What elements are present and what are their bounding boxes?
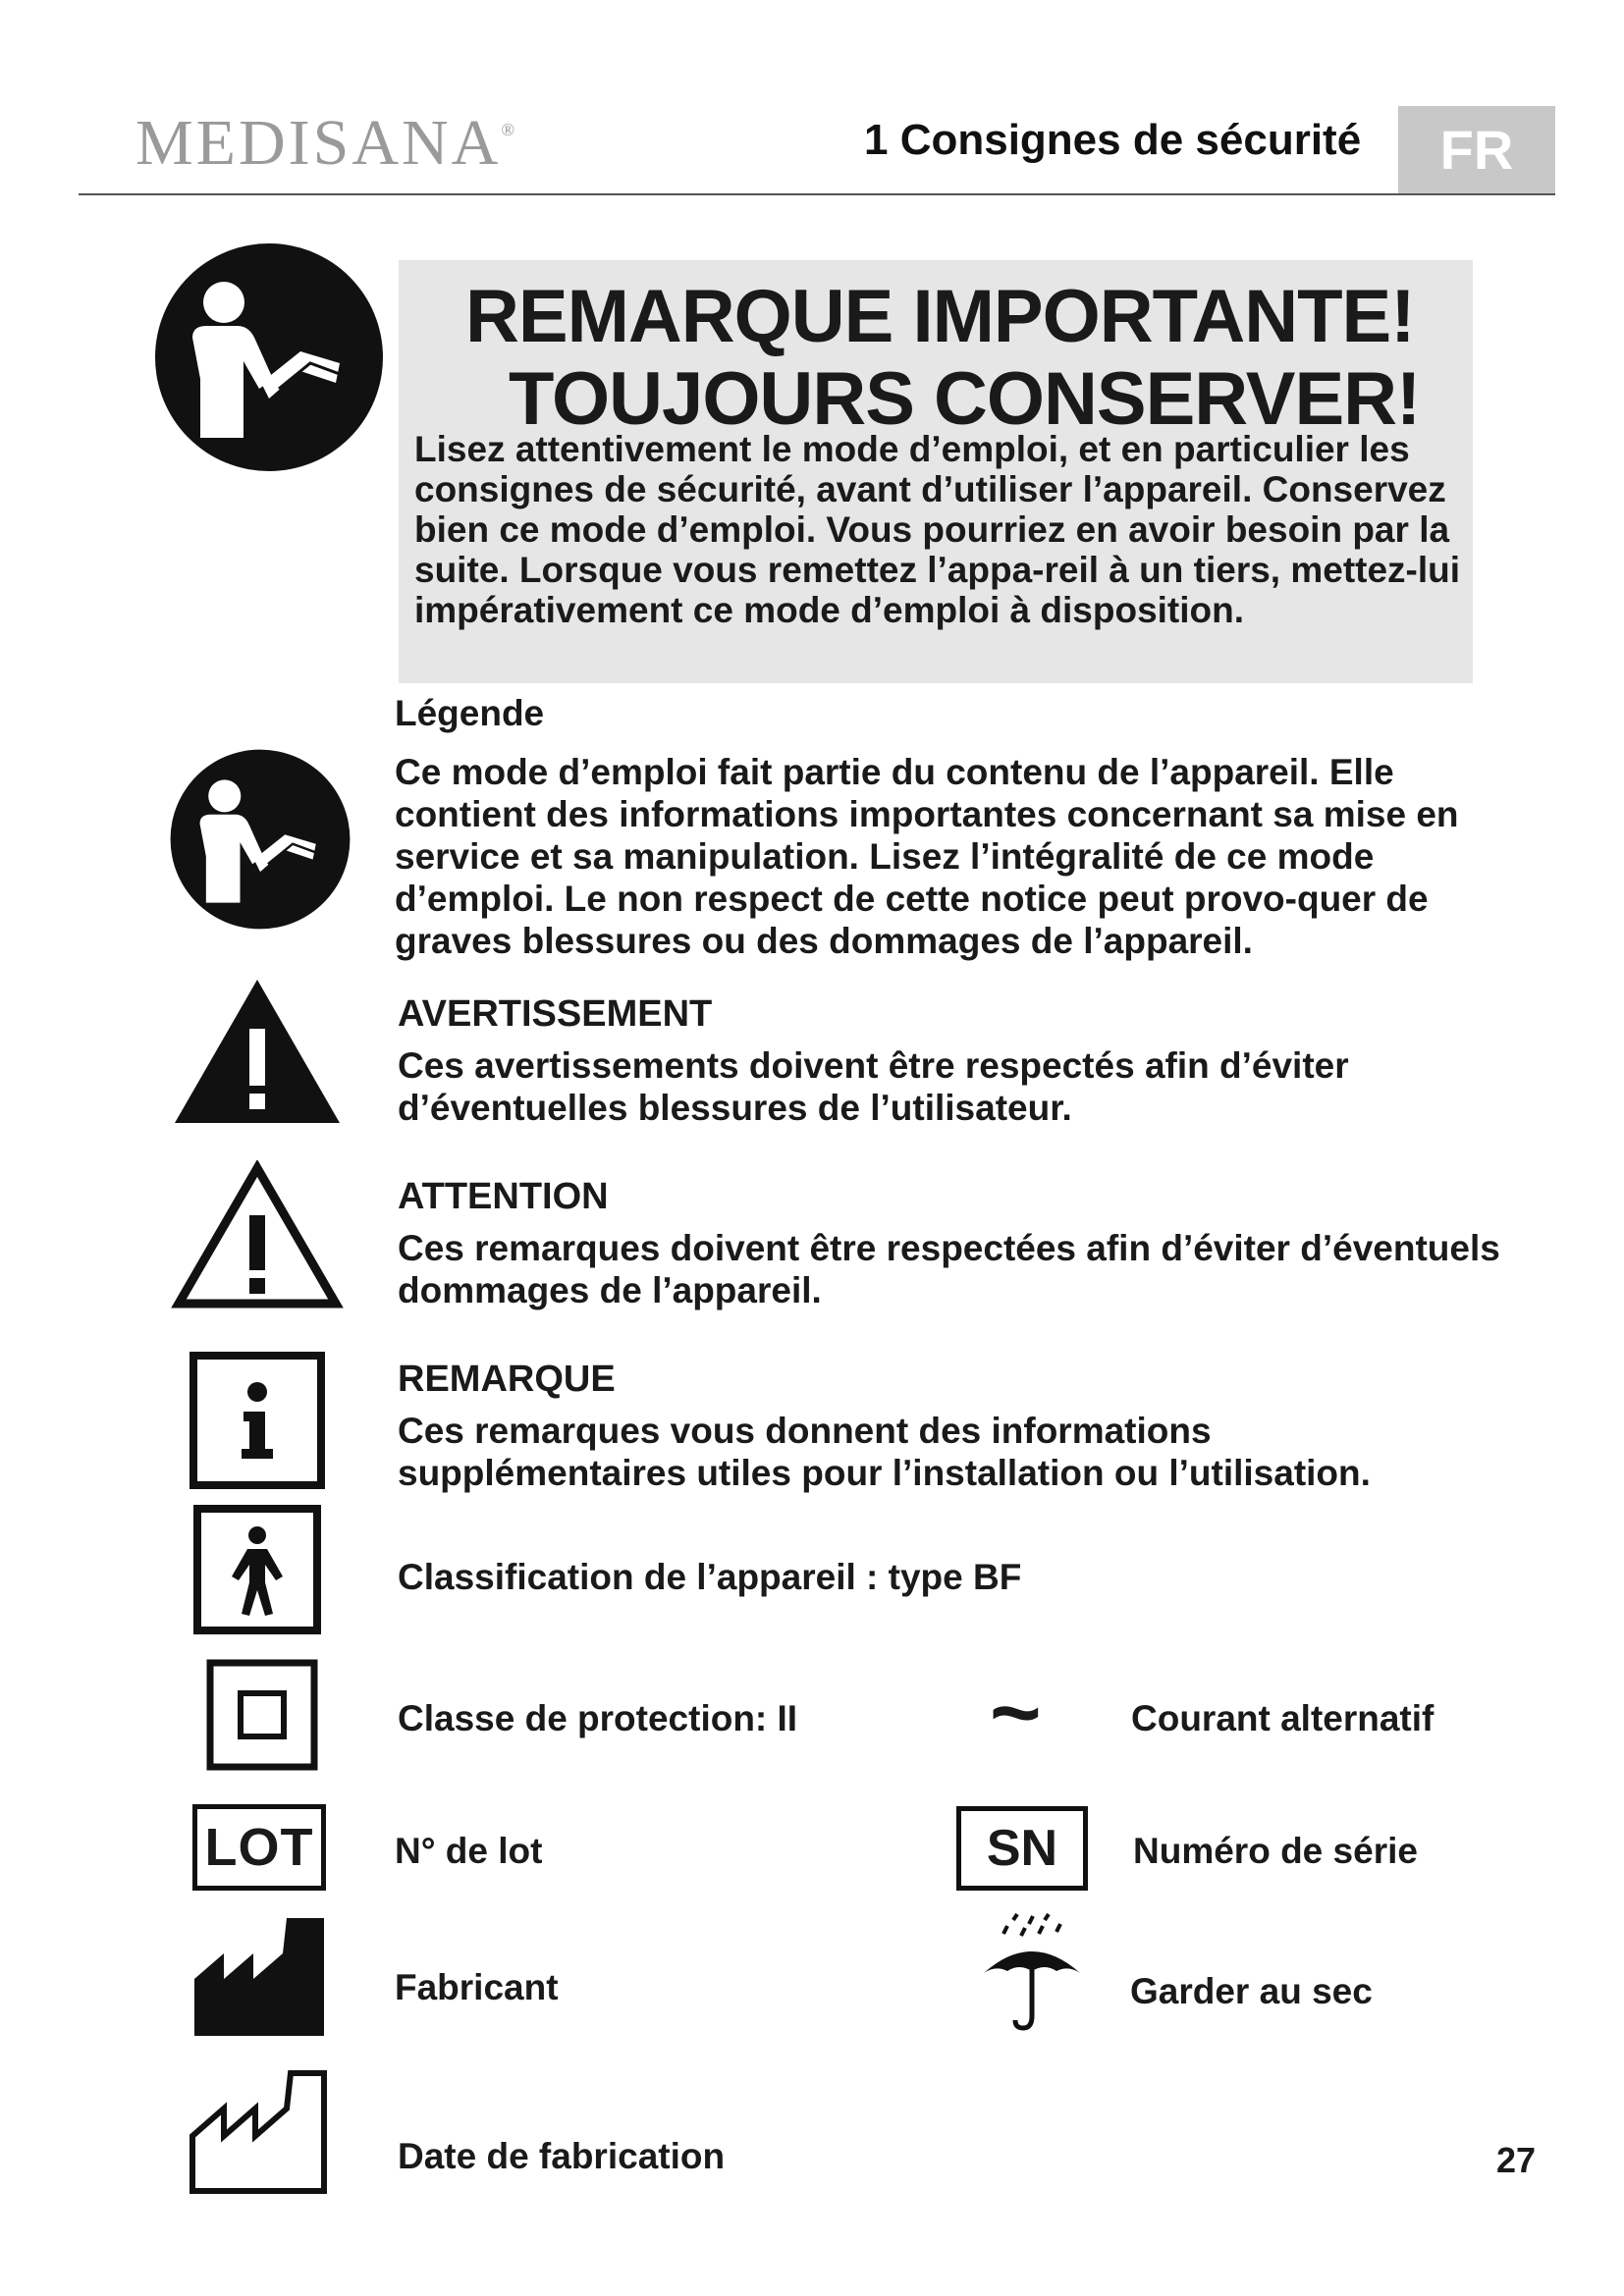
ac-symbol-icon: ~ bbox=[990, 1664, 1042, 1762]
bf-text: Classification de l’appareil : type BF bbox=[398, 1557, 1022, 1597]
lot-icon: LOT bbox=[192, 1804, 326, 1891]
brand-name: MEDISANA bbox=[135, 107, 502, 179]
important-notice-box bbox=[399, 260, 1473, 683]
warning-title: AVERTISSEMENT bbox=[398, 993, 713, 1035]
language-tab: FR bbox=[1398, 106, 1555, 194]
class-ii-icon bbox=[206, 1659, 318, 1771]
note-title: REMARQUE bbox=[398, 1359, 616, 1400]
header-divider bbox=[79, 193, 1555, 195]
caution-icon bbox=[171, 1160, 344, 1311]
keep-dry-icon bbox=[978, 1912, 1086, 2034]
type-bf-icon bbox=[192, 1504, 322, 1635]
brand-logo bbox=[135, 106, 517, 181]
class-ii-text: Classe de protection: II bbox=[398, 1698, 798, 1738]
manufacturer-icon bbox=[192, 1914, 328, 2038]
important-title: REMARQUE IMPORTANTE! bbox=[465, 275, 1415, 358]
keep-dry-text: Garder au sec bbox=[1130, 1971, 1373, 2011]
manufacturer-text: Fabricant bbox=[395, 1967, 559, 2007]
lot-text: N° de lot bbox=[395, 1831, 543, 1871]
manufacture-date-icon bbox=[189, 2065, 330, 2197]
legend-heading: Légende bbox=[395, 693, 545, 733]
sn-text: Numéro de série bbox=[1133, 1831, 1418, 1871]
attention-title: ATTENTION bbox=[398, 1176, 609, 1217]
sn-icon: SN bbox=[956, 1806, 1088, 1891]
manual-icon bbox=[169, 748, 352, 931]
warning-icon bbox=[171, 976, 344, 1127]
ac-text: Courant alternatif bbox=[1131, 1698, 1435, 1738]
registered-mark: ® bbox=[501, 120, 518, 139]
manual-description: Ce mode d’emploi fait partie du contenu de l’appareil. Elle contient des informations importantes concernant sa mise en service et sa manipulation. Lisez l’intégralité de ce mode d’emploi. Le non respect de cette notice peut provo-quer de graves blessures ou des dommages de l’appareil. bbox=[395, 752, 1459, 961]
section-title: 1 Consignes de sécurité bbox=[864, 116, 1362, 164]
warning-text: Ces avertissements doivent être respectés afin d’éviter d’éventuelles blessures de l’utilisateur. bbox=[398, 1045, 1349, 1128]
note-text: Ces remarques vous donnent des informations supplémentaires utiles pour l’installation ou l’utilisation. bbox=[398, 1411, 1371, 1493]
page-number: 27 bbox=[1496, 2140, 1537, 2180]
read-manual-icon bbox=[153, 241, 385, 473]
info-icon bbox=[189, 1351, 326, 1490]
manufacture-date-text: Date de fabrication bbox=[398, 2136, 726, 2176]
keep-title: TOUJOURS CONSERVER! bbox=[509, 357, 1421, 441]
important-body: Lisez attentivement le mode d’emploi, et en particulier les consignes de sécurité, avant d’utiliser l’appareil. Conservez bien ce mode d’emploi. Vous pourriez en avoir besoin par la suite. Lorsque vous remettez l’appa-reil à un tiers, mettez-lui impérativement ce mode d’emploi à disposition. bbox=[414, 429, 1461, 630]
attention-text: Ces remarques doivent être respectées afin d’éviter d’éventuels dommages de l’appareil. bbox=[398, 1228, 1500, 1310]
